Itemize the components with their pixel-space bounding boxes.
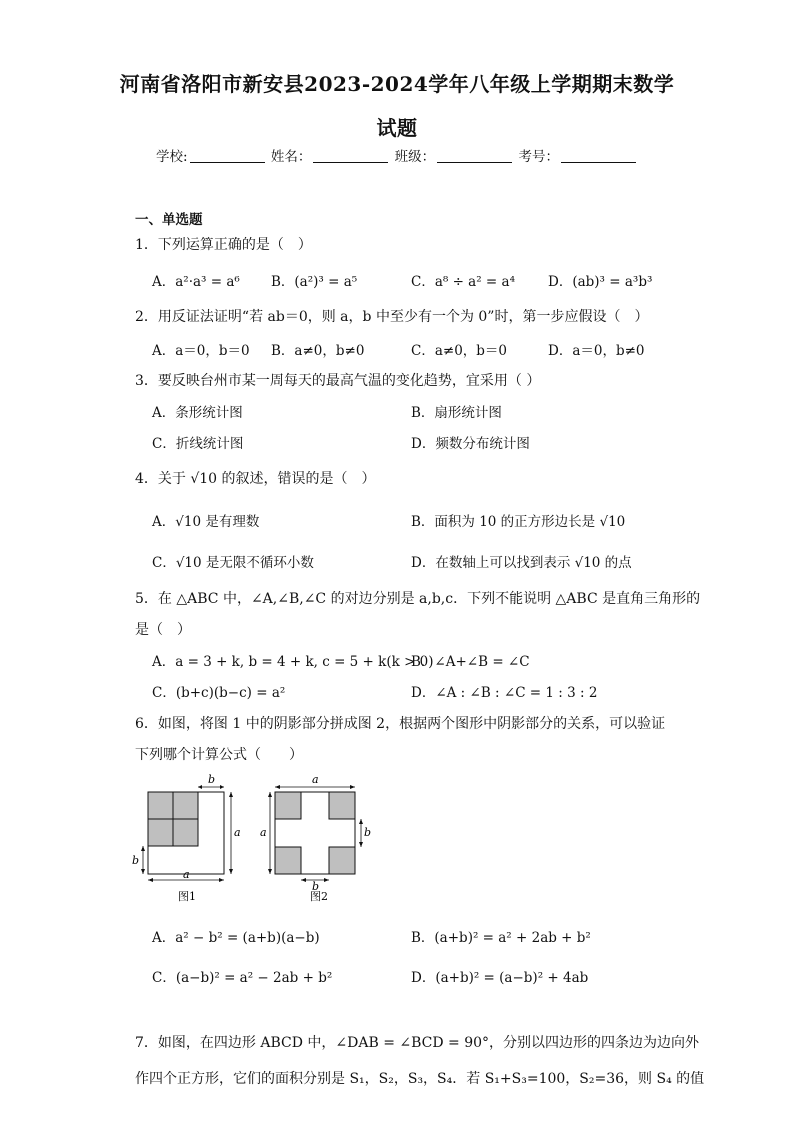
question-2-option-d[interactable]: D．a＝0，b≠0: [548, 343, 645, 359]
question-6-option-d[interactable]: D．(a+b)² = (a−b)² + 4ab: [411, 970, 589, 986]
figure-1-label-b-left: b: [132, 854, 140, 867]
figure-1-label-b-top: b: [208, 773, 216, 786]
student-info-line: [0, 145, 794, 165]
school-label: 学校:: [156, 149, 188, 165]
figure-2-label-b-right: b: [364, 826, 372, 839]
name-blank[interactable]: [313, 162, 388, 163]
question-6-option-b[interactable]: B．(a+b)² = a² + 2ab + b²: [411, 930, 591, 946]
figure-2-caption: 图2: [310, 890, 328, 903]
figure-1-label-a-bottom: a: [183, 868, 190, 881]
question-5-option-a[interactable]: A．a = 3 + k, b = 4 + k, c = 5 + k(k > 0): [152, 654, 434, 670]
figure-2-corner-square: [275, 792, 301, 819]
question-2-stem: 2．用反证法证明“若 ab＝0，则 a，b 中至少有一个为 0”时，第一步应假设（ ）: [135, 309, 649, 325]
question-2-option-b[interactable]: B．a≠0，b≠0: [271, 343, 365, 359]
question-7-stem-line1: 7．如图，在四边形 ABCD 中，∠DAB = ∠BCD = 90°，分别以四边形的四条边为边向外: [135, 1035, 700, 1051]
question-6-option-a[interactable]: A．a² − b² = (a+b)(a−b): [152, 930, 320, 946]
figure-1: [132, 773, 241, 903]
question-7-stem-line2: 作四个正方形，它们的面积分别是 S₁，S₂，S₃，S₄．若 S₁+S₃=100，S₂=36，则 S₄ 的值: [135, 1071, 705, 1087]
question-3-stem: 3．要反映台州市某一周每天的最高气温的变化趋势，宜采用（ ）: [135, 373, 541, 389]
question-3-option-d[interactable]: D．频数分布统计图: [411, 436, 530, 452]
question-4-option-c[interactable]: C．√10 是无限不循环小数: [152, 555, 314, 571]
question-5-stem-line1: 5．在 △ABC 中，∠A,∠B,∠C 的对边分别是 a,b,c．下列不能说明 △ABC 是直角三角形的: [135, 591, 701, 607]
number-label: 考号：: [518, 149, 559, 165]
figure-2-corner-square: [329, 847, 355, 874]
question-3-option-b[interactable]: B．扇形统计图: [411, 405, 502, 421]
figure-2: [260, 773, 371, 903]
page-title-line2: 试题: [376, 116, 418, 140]
question-5-option-c[interactable]: C．(b+c)(b−c) = a²: [152, 685, 286, 701]
question-4-option-a[interactable]: A．√10 是有理数: [152, 514, 260, 530]
question-6-option-c[interactable]: C．(a−b)² = a² − 2ab + b²: [152, 970, 333, 986]
question-1-option-c[interactable]: C．a⁸ ÷ a² = a⁴: [411, 274, 515, 290]
question-4-option-d[interactable]: D．在数轴上可以找到表示 √10 的点: [411, 555, 632, 571]
question-2-option-c[interactable]: C．a≠0，b＝0: [411, 343, 508, 359]
question-1-stem: 1．下列运算正确的是（ ）: [135, 237, 312, 253]
question-5-option-d[interactable]: D．∠A : ∠B : ∠C = 1 : 3 : 2: [411, 685, 598, 701]
question-3-option-a[interactable]: A．条形统计图: [152, 405, 243, 421]
question-6-stem-line2: 下列哪个计算公式（ ）: [135, 747, 303, 763]
class-blank[interactable]: [437, 162, 512, 163]
figure-1-label-a-right: a: [234, 826, 241, 839]
question-5-stem-line2: 是（ ）: [135, 622, 191, 638]
question-4-stem: 4．关于 √10 的叙述，错误的是（ ）: [135, 471, 376, 487]
figure-2-label-a-left: a: [260, 826, 267, 839]
school-blank[interactable]: [190, 162, 265, 163]
figure-1-caption: 图1: [178, 890, 196, 903]
page-title-line1: 河南省洛阳市新安县2023-2024学年八年级上学期期末数学: [119, 72, 675, 96]
class-label: 班级：: [394, 149, 436, 165]
figure-2-corner-square: [275, 847, 301, 874]
section-heading: 一、单选题: [135, 212, 203, 228]
question-4-option-b[interactable]: B．面积为 10 的正方形边长是 √10: [411, 514, 626, 530]
question-1-option-b[interactable]: B．(a²)³ = a⁵: [271, 274, 358, 290]
number-blank[interactable]: [561, 162, 636, 163]
question-5-option-b[interactable]: B．∠A+∠B = ∠C: [411, 654, 530, 670]
question-1-option-d[interactable]: D．(ab)³ = a³b³: [548, 274, 653, 290]
name-label: 姓名：: [270, 149, 312, 165]
figure-2-corner-square: [329, 792, 355, 819]
question-6-stem-line1: 6．如图，将图 1 中的阴影部分拼成图 2，根据两个图形中阴影部分的关系，可以验证: [135, 716, 666, 732]
question-3-option-c[interactable]: C．折线统计图: [152, 436, 244, 452]
question-2-option-a[interactable]: A．a＝0，b＝0: [152, 343, 250, 359]
question-1-option-a[interactable]: A．a²·a³ = a⁶: [152, 274, 240, 290]
figure-2-label-b-bottom: b: [312, 880, 320, 893]
question-6-figures: [130, 772, 390, 907]
figure-2-label-a-top: a: [312, 773, 319, 786]
